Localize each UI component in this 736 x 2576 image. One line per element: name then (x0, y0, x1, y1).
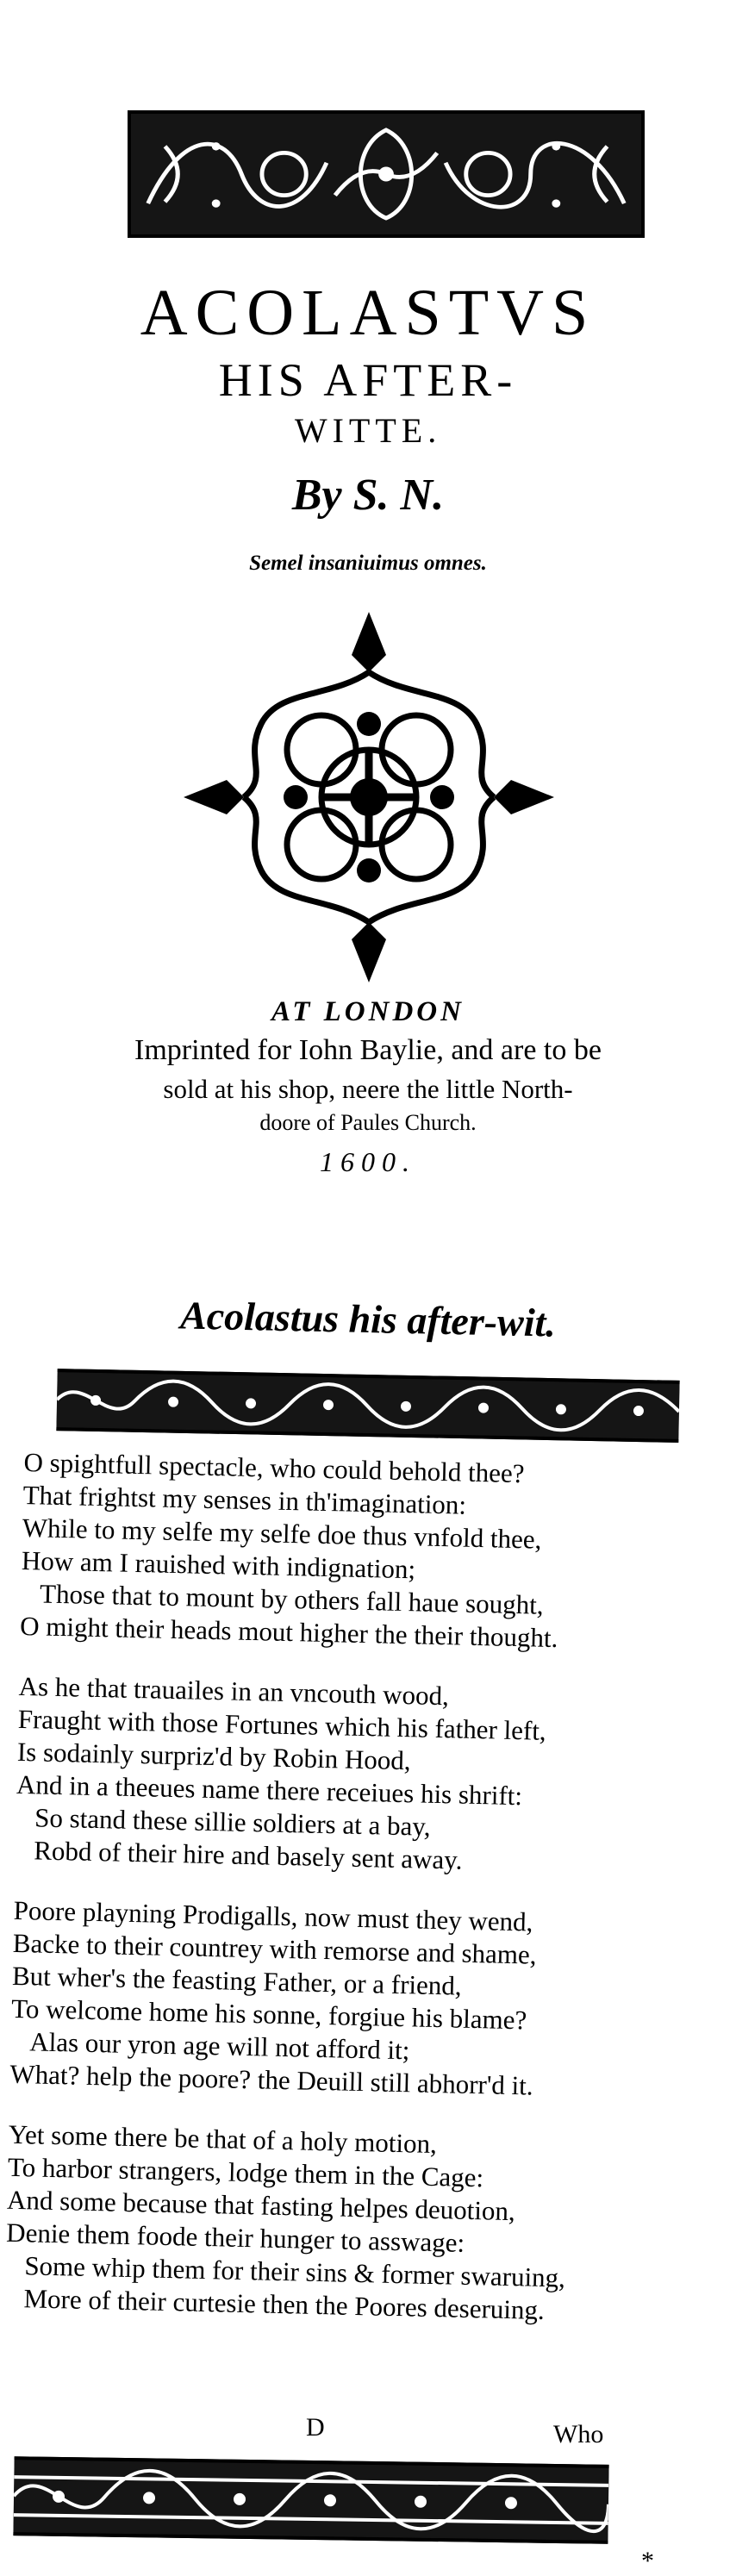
poem-heading: Acolastus his after-wit. (179, 1293, 557, 1345)
poem-line: Robd of their hire and basely sent away. (33, 1835, 463, 1875)
title-line-3: WITTE. (294, 411, 442, 450)
poem-line: Backe to their countrey with remorse and shame, (12, 1927, 537, 1970)
poem-line: To harbor strangers, lodge them in the Cage: (7, 2151, 484, 2193)
poem-line: And in a theeues name there receiues his shrift: (16, 1768, 523, 1812)
poem-line: O might their heads mout higher the their thought. (19, 1610, 558, 1654)
stanza-2 (15, 1670, 674, 1881)
poem-line: How am I rauished with indignation; (21, 1544, 416, 1585)
poem-line: So stand these sillie soldiers at a bay, (34, 1802, 431, 1842)
author-byline: By S. N. (291, 471, 445, 520)
poem-body (3, 1446, 678, 2357)
imprint-place: AT LONDON (271, 996, 465, 1027)
signature-mark: D (306, 2413, 325, 2442)
ornamental-band-bottom (13, 2456, 608, 2544)
poem-line: Those that to mount by others fall haue sought, (39, 1578, 544, 1620)
imprint-line-2: sold at his shop, neere the little North- (163, 1074, 573, 1104)
stanza-3 (9, 1894, 669, 2105)
marginal-asterisk: * (641, 2547, 654, 2575)
ornamental-band-top (56, 1369, 679, 1443)
imprint-line-3: doore of Paules Church. (259, 1110, 477, 1135)
title-page (0, 0, 736, 1224)
poem-line: That frightst my senses in th'imagination: (22, 1479, 467, 1520)
title-line-1: ACOLASTVS (140, 277, 596, 349)
poem-page (0, 1224, 736, 2575)
imprint-year: 1600. (320, 1146, 416, 1177)
poem-line: Fraught with those Fortunes which his father left, (17, 1703, 547, 1746)
stanza-4 (4, 2118, 664, 2330)
poem-line: Poore playning Prodigalls, now must they wend, (13, 1894, 533, 1937)
stanza-1 (20, 1446, 679, 1657)
latin-motto: Semel insaniuimus omnes. (249, 552, 487, 575)
poem-line: Yet some there be that of a holy motion, (8, 2118, 438, 2160)
title-line-2: HIS AFTER- (218, 354, 518, 406)
poem-line: More of their curtesie then the Poores deseruing. (23, 2283, 546, 2325)
poem-line: Denie them foode their hunger to asswage: (5, 2217, 465, 2258)
poem-line: O spightfull spectacle, who could behold thee? (23, 1446, 525, 1489)
poem-line: As he that trauailes in an vncouth wood, (18, 1670, 450, 1712)
imprint-line-1: Imprinted for Iohn Baylie, and are to be (134, 1034, 602, 1066)
ornamental-headpiece (128, 110, 645, 238)
catchword: Who (553, 2420, 604, 2448)
poem-line: Alas our yron age will not afford it; (28, 2026, 410, 2066)
poem-line: While to my selfe my selfe doe thus vnfold thee, (22, 1512, 542, 1555)
poem-line: What? help the poore? the Deuill still abhorr'd it. (9, 2058, 534, 2101)
poem-line: Some whip them for their sins & former swaruing, (24, 2250, 566, 2293)
poem-line: To welcome home his sonne, forgiue his blame? (10, 1993, 527, 2036)
poem-line: And some because that fasting helpes deuotion, (6, 2184, 516, 2227)
poem-line: Is sodainly surpriz'd by Robin Hood, (16, 1736, 412, 1776)
fleuron-ornament (175, 603, 563, 991)
poem-line: But wher's the feasting Father, or a friend, (11, 1960, 463, 2001)
